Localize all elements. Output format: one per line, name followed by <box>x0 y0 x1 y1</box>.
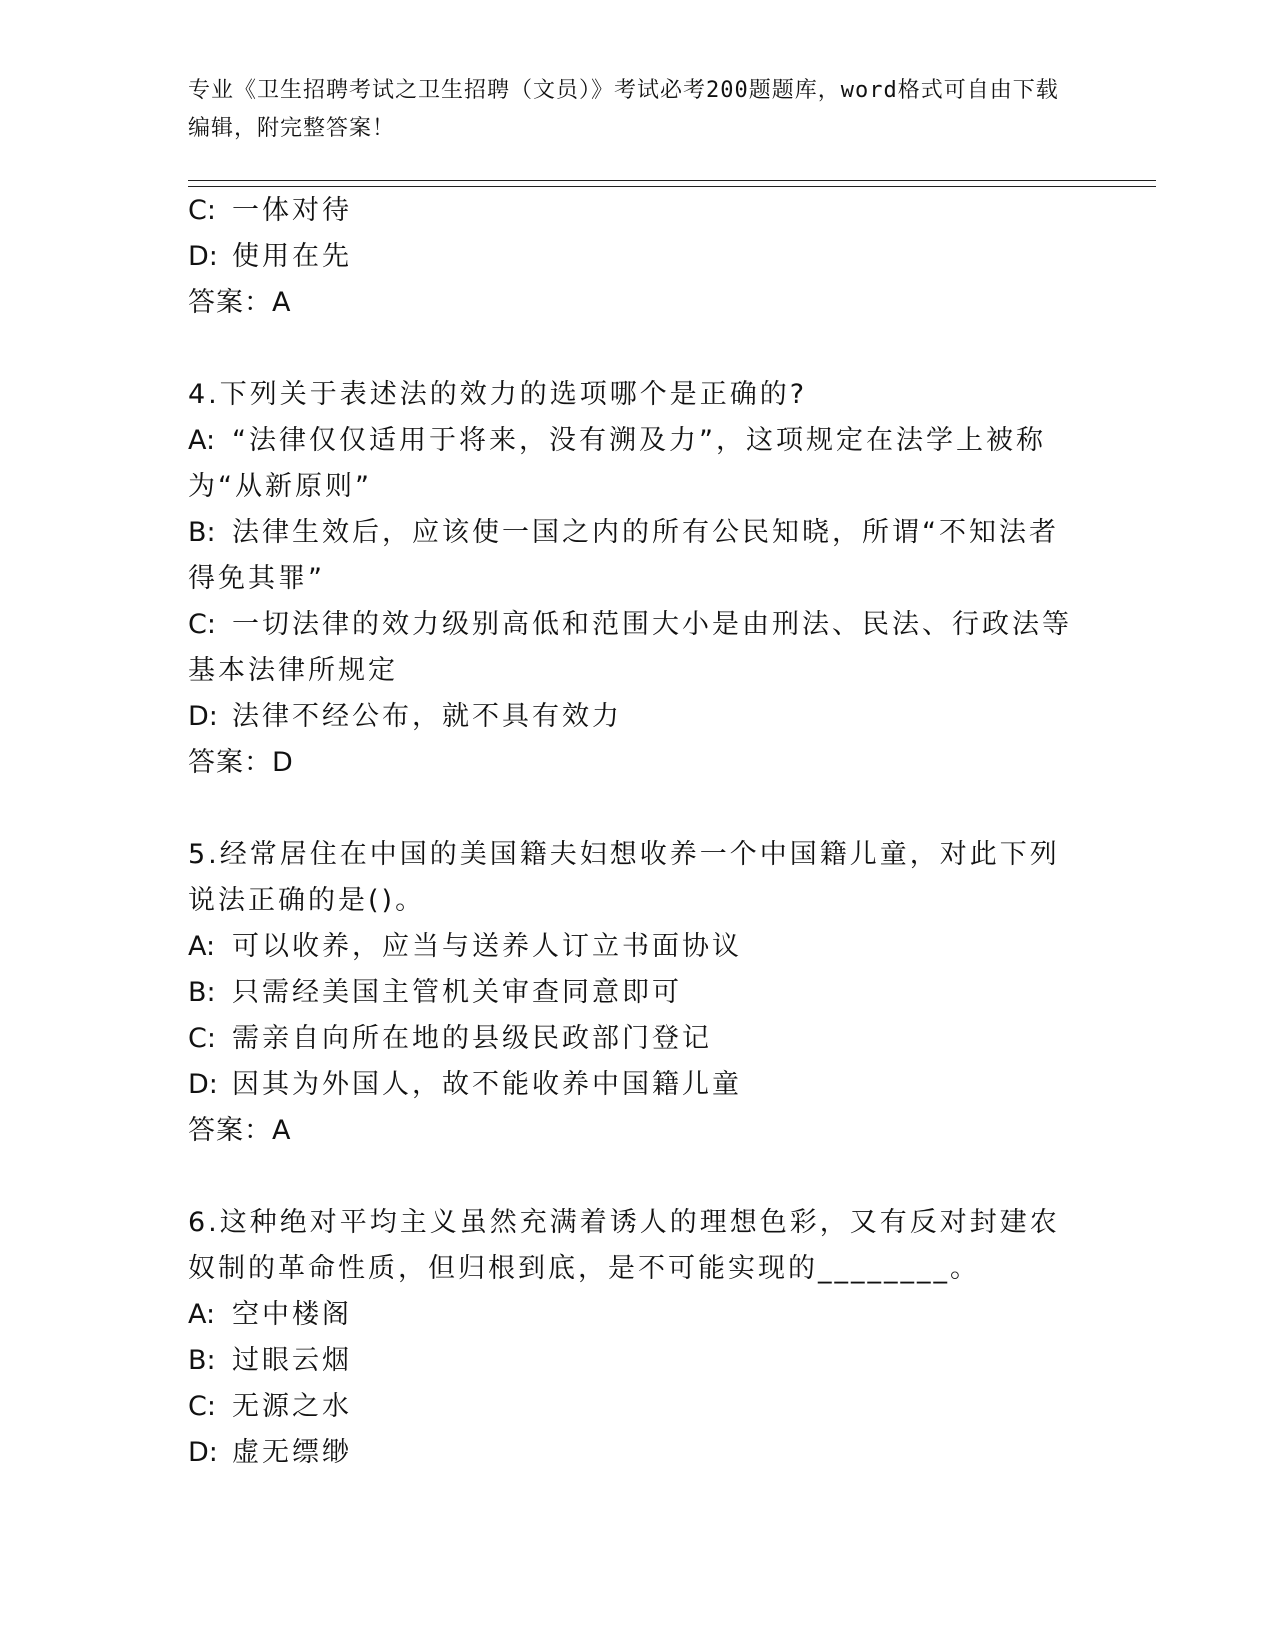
option-d <box>188 1430 1088 1476</box>
option-text: 虚无缥缈 <box>232 1437 352 1468</box>
option-key: A: <box>188 931 216 962</box>
question-stem: 4.下列关于表述法的效力的选项哪个是正确的? <box>188 379 808 410</box>
option-b <box>188 510 1088 602</box>
option-text: 一体对待 <box>232 195 352 226</box>
answer-line: 答案：A <box>188 1115 292 1146</box>
option-text: 空中楼阁 <box>232 1299 352 1330</box>
option-key: D: <box>188 241 218 272</box>
header-divider <box>188 180 1156 187</box>
option-key: C: <box>188 609 216 640</box>
question-3-continued <box>188 188 1088 326</box>
option-c <box>188 1384 1088 1430</box>
option-a <box>188 418 1088 510</box>
option-key: C: <box>188 195 216 226</box>
question-stem: 6.这种绝对平均主义虽然充满着诱人的理想色彩，又有反对封建农奴制的革命性质，但归根到底，是不可能实现的________。 <box>188 1207 1060 1284</box>
option-d <box>188 234 1088 280</box>
option-text: 可以收养，应当与送养人订立书面协议 <box>232 931 742 962</box>
question-stem: 5.经常居住在中国的美国籍夫妇想收养一个中国籍儿童，对此下列说法正确的是()。 <box>188 839 1060 916</box>
question-4 <box>188 372 1088 786</box>
option-text: 无源之水 <box>232 1391 352 1422</box>
option-text: 使用在先 <box>232 241 352 272</box>
option-b <box>188 970 1088 1016</box>
option-d <box>188 1062 1088 1108</box>
answer-line: 答案：D <box>188 747 294 778</box>
option-d <box>188 694 1088 740</box>
document-header: 专业《卫生招聘考试之卫生招聘（文员）》考试必考200题题库，word格式可自由下载编辑，附完整答案！ <box>188 78 1059 141</box>
option-text: 因其为外国人，故不能收养中国籍儿童 <box>232 1069 742 1100</box>
option-text: 一切法律的效力级别高低和范围大小是由刑法、民法、行政法等基本法律所规定 <box>188 609 1072 686</box>
option-key: D: <box>188 1437 218 1468</box>
option-key: B: <box>188 1345 216 1376</box>
option-text: 只需经美国主管机关审查同意即可 <box>232 977 682 1008</box>
option-a <box>188 1292 1088 1338</box>
option-c <box>188 188 1088 234</box>
option-key: C: <box>188 1391 216 1422</box>
option-text: 需亲自向所在地的县级民政部门登记 <box>232 1023 712 1054</box>
option-text: 过眼云烟 <box>232 1345 352 1376</box>
option-key: D: <box>188 701 218 732</box>
option-text: “法律仅仅适用于将来，没有溯及力”，这项规定在法学上被称为“从新原则” <box>188 425 1046 502</box>
option-text: 法律生效后，应该使一国之内的所有公民知晓，所谓“不知法者得免其罪” <box>188 517 1059 594</box>
option-key: C: <box>188 1023 216 1054</box>
question-5 <box>188 832 1088 1154</box>
question-6 <box>188 1200 1088 1476</box>
option-text: 法律不经公布，就不具有效力 <box>232 701 622 732</box>
option-key: D: <box>188 1069 218 1100</box>
option-a <box>188 924 1088 970</box>
option-key: B: <box>188 517 216 548</box>
option-c <box>188 1016 1088 1062</box>
option-c <box>188 602 1088 694</box>
option-b <box>188 1338 1088 1384</box>
question-list <box>188 188 1088 1476</box>
answer-line: 答案：A <box>188 287 292 318</box>
option-key: A: <box>188 1299 216 1330</box>
option-key: A: <box>188 425 216 456</box>
option-key: B: <box>188 977 216 1008</box>
